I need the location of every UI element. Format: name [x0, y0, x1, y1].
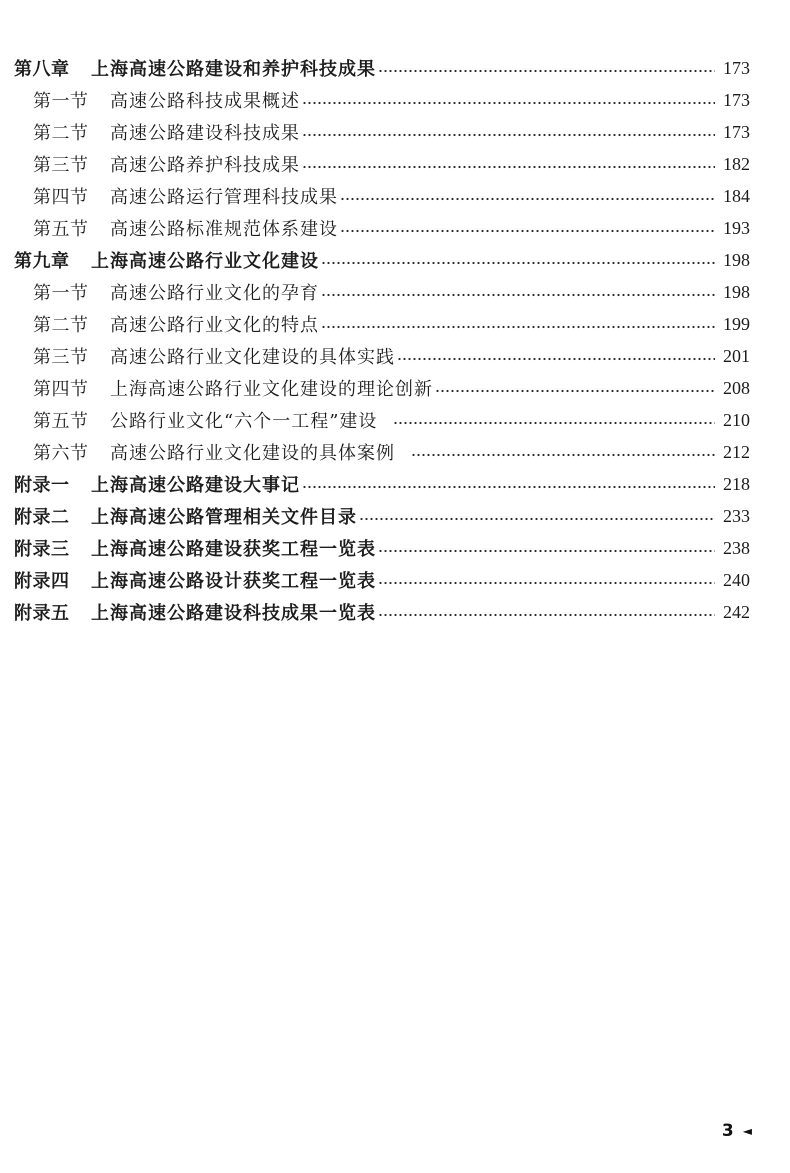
entry-title: 上海高速公路设计获奖工程一览表: [91, 571, 376, 592]
toc-section-entry: [0, 148, 790, 180]
entry-label: 附录一: [14, 475, 70, 496]
dot-leader: [378, 549, 715, 553]
page-number: 173: [723, 121, 750, 142]
entry-label: 第二节: [33, 123, 89, 144]
dot-leader: [321, 261, 715, 265]
entry-label: 第二节: [33, 315, 89, 336]
entry-title: 高速公路科技成果概述: [110, 91, 300, 112]
entry-label: 第四节: [33, 187, 89, 208]
dot-leader: [302, 165, 715, 169]
page-number-footer: 3: [721, 1121, 734, 1141]
entry-title: 上海高速公路行业文化建设的理论创新: [110, 379, 433, 400]
toc-section-entry: [0, 436, 790, 468]
page-number: 210: [723, 409, 750, 430]
dot-leader: [393, 421, 715, 425]
toc-section-entry: [0, 404, 790, 436]
page-number: 199: [723, 313, 750, 334]
page-number: 240: [723, 569, 750, 590]
page-number: 198: [723, 281, 750, 302]
entry-title: 高速公路养护科技成果: [110, 155, 300, 176]
dot-leader: [359, 517, 715, 521]
page-number: 173: [723, 89, 750, 110]
dot-leader: [378, 613, 715, 617]
entry-label: 第八章: [14, 59, 70, 80]
dot-leader: [340, 197, 715, 201]
toc-appendix-entry: [0, 500, 790, 532]
page-number: 242: [723, 601, 750, 622]
entry-label: 第四节: [33, 379, 89, 400]
toc-section-entry: [0, 180, 790, 212]
dot-leader: [340, 229, 715, 233]
toc-chapter-entry: [0, 244, 790, 276]
entry-title: 上海高速公路建设大事记: [91, 475, 300, 496]
entry-title: 上海高速公路管理相关文件目录: [91, 507, 357, 528]
entry-title: 高速公路运行管理科技成果: [110, 187, 338, 208]
toc-section-entry: [0, 116, 790, 148]
toc-section-entry: [0, 84, 790, 116]
dot-leader: [397, 357, 715, 361]
entry-title: 上海高速公路行业文化建设: [91, 251, 319, 272]
entry-title: 公路行业文化“六个一工程”建设: [110, 411, 378, 432]
page-number: 193: [723, 217, 750, 238]
entry-title: 上海高速公路建设获奖工程一览表: [91, 539, 376, 560]
entry-label: 附录四: [14, 571, 70, 592]
left-triangle-icon: ◄: [742, 1124, 752, 1138]
page-number: 218: [723, 473, 750, 494]
dot-leader: [321, 325, 715, 329]
entry-label: 第五节: [33, 411, 89, 432]
page-number: 208: [723, 377, 750, 398]
entry-label: 第三节: [33, 155, 89, 176]
entry-title: 高速公路行业文化的特点: [110, 315, 319, 336]
entry-title: 上海高速公路建设科技成果一览表: [91, 603, 376, 624]
entry-label: 第一节: [33, 91, 89, 112]
toc-section-entry: [0, 308, 790, 340]
page-footer: [722, 1121, 752, 1141]
dot-leader: [302, 101, 715, 105]
entry-label: 第九章: [14, 251, 70, 272]
entry-title: 上海高速公路建设和养护科技成果: [91, 59, 376, 80]
table-of-contents: [0, 52, 790, 628]
entry-label: 附录五: [14, 603, 70, 624]
dot-leader: [378, 581, 715, 585]
entry-label: 第六节: [33, 443, 89, 464]
toc-appendix-entry: [0, 564, 790, 596]
toc-appendix-entry: [0, 532, 790, 564]
entry-title: 高速公路行业文化建设的具体实践: [110, 347, 395, 368]
entry-title: 高速公路行业文化建设的具体案例: [110, 443, 395, 464]
entry-label: 附录二: [14, 507, 70, 528]
entry-title: 高速公路标准规范体系建设: [110, 219, 338, 240]
page-number: 201: [723, 345, 750, 366]
page-number: 182: [723, 153, 750, 174]
page-number: 212: [723, 441, 750, 462]
toc-appendix-entry: [0, 468, 790, 500]
toc-section-entry: [0, 340, 790, 372]
page-number: 198: [723, 249, 750, 270]
dot-leader: [411, 453, 715, 457]
entry-label: 第一节: [33, 283, 89, 304]
page-number: 238: [723, 537, 750, 558]
toc-section-entry: [0, 372, 790, 404]
toc-appendix-entry: [0, 596, 790, 628]
toc-section-entry: [0, 212, 790, 244]
entry-label: 附录三: [14, 539, 70, 560]
page-number: 173: [723, 57, 750, 78]
entry-title: 高速公路行业文化的孕育: [110, 283, 319, 304]
dot-leader: [302, 485, 715, 489]
dot-leader: [321, 293, 715, 297]
dot-leader: [435, 389, 715, 393]
entry-label: 第三节: [33, 347, 89, 368]
entry-label: 第五节: [33, 219, 89, 240]
page-number: 184: [723, 185, 750, 206]
dot-leader: [302, 133, 715, 137]
dot-leader: [378, 69, 715, 73]
toc-chapter-entry: [0, 52, 790, 84]
page-number: 233: [723, 505, 750, 526]
toc-section-entry: [0, 276, 790, 308]
entry-title: 高速公路建设科技成果: [110, 123, 300, 144]
